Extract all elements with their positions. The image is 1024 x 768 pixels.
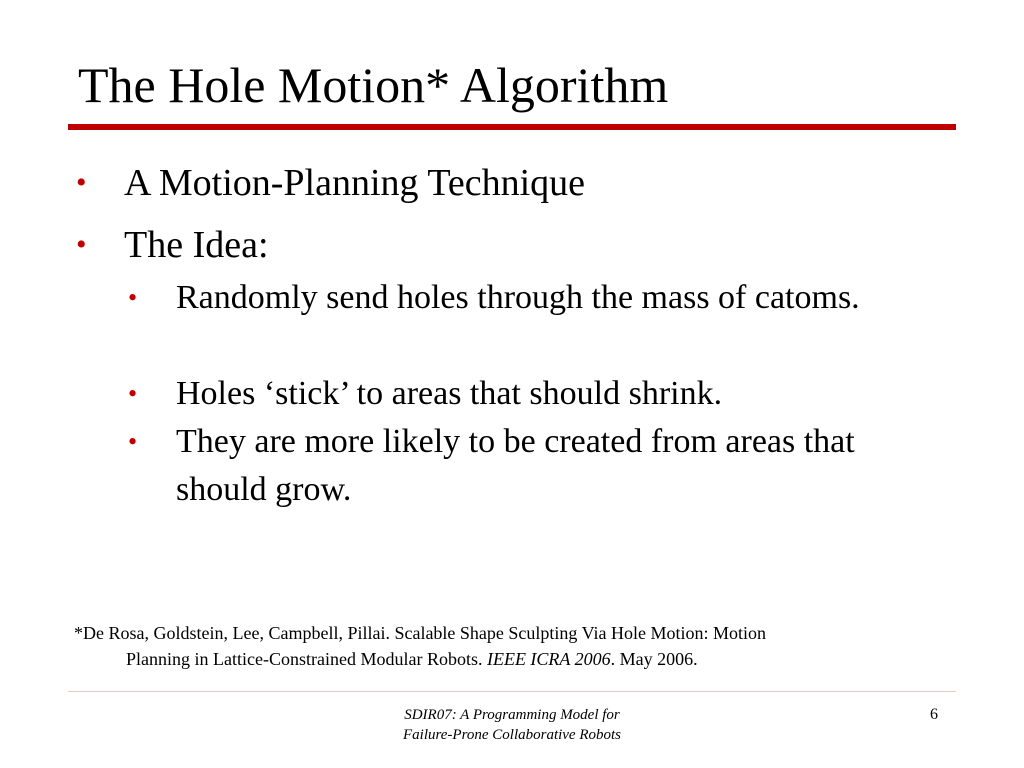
sub-bullet-text: Randomly send holes through the mass of catoms. [176,279,860,316]
sub-bullet-dot: • [128,283,138,312]
sub-bullet-dot: • [128,427,138,456]
footer-divider [68,691,956,692]
bullet-dot: • [76,228,87,261]
footer-line2: Failure-Prone Collaborative Robots [402,727,622,743]
footnote-date: . May 2006. [610,649,698,669]
citation-footnote [74,620,934,672]
sub-bullet-dot: • [128,379,138,408]
page-number: 6 [930,706,938,723]
footnote-text: Planning in Lattice-Constrained Modular Robots. [126,649,487,669]
bullet-text: A Motion-Planning Technique [124,162,586,204]
bullet-text: The Idea: [124,224,269,266]
footer-caption [300,705,724,745]
footer-line1: SDIR07: A Programming Model for [404,707,620,723]
sub-bullet-text: They are more likely to be created from areas that should grow. [176,423,855,508]
footnote-line2 [74,646,934,672]
slide-title: The Hole Motion* Algorithm [78,57,669,113]
footnote-venue: IEEE ICRA 2006 [486,649,611,669]
sub-bullet-holes-stick [128,370,928,418]
sub-bullet-random-holes [128,274,928,322]
footnote-line1: *De Rosa, Goldstein, Lee, Campbell, Pillai. Scalable Shape Sculpting Via Hole Motion: Motion [74,623,766,643]
sub-bullet-created-grow [128,418,928,514]
sub-bullet-text: Holes ‘stick’ to areas that should shrink. [176,375,723,412]
bullet-dot: • [76,166,87,199]
title-underline [68,124,956,130]
